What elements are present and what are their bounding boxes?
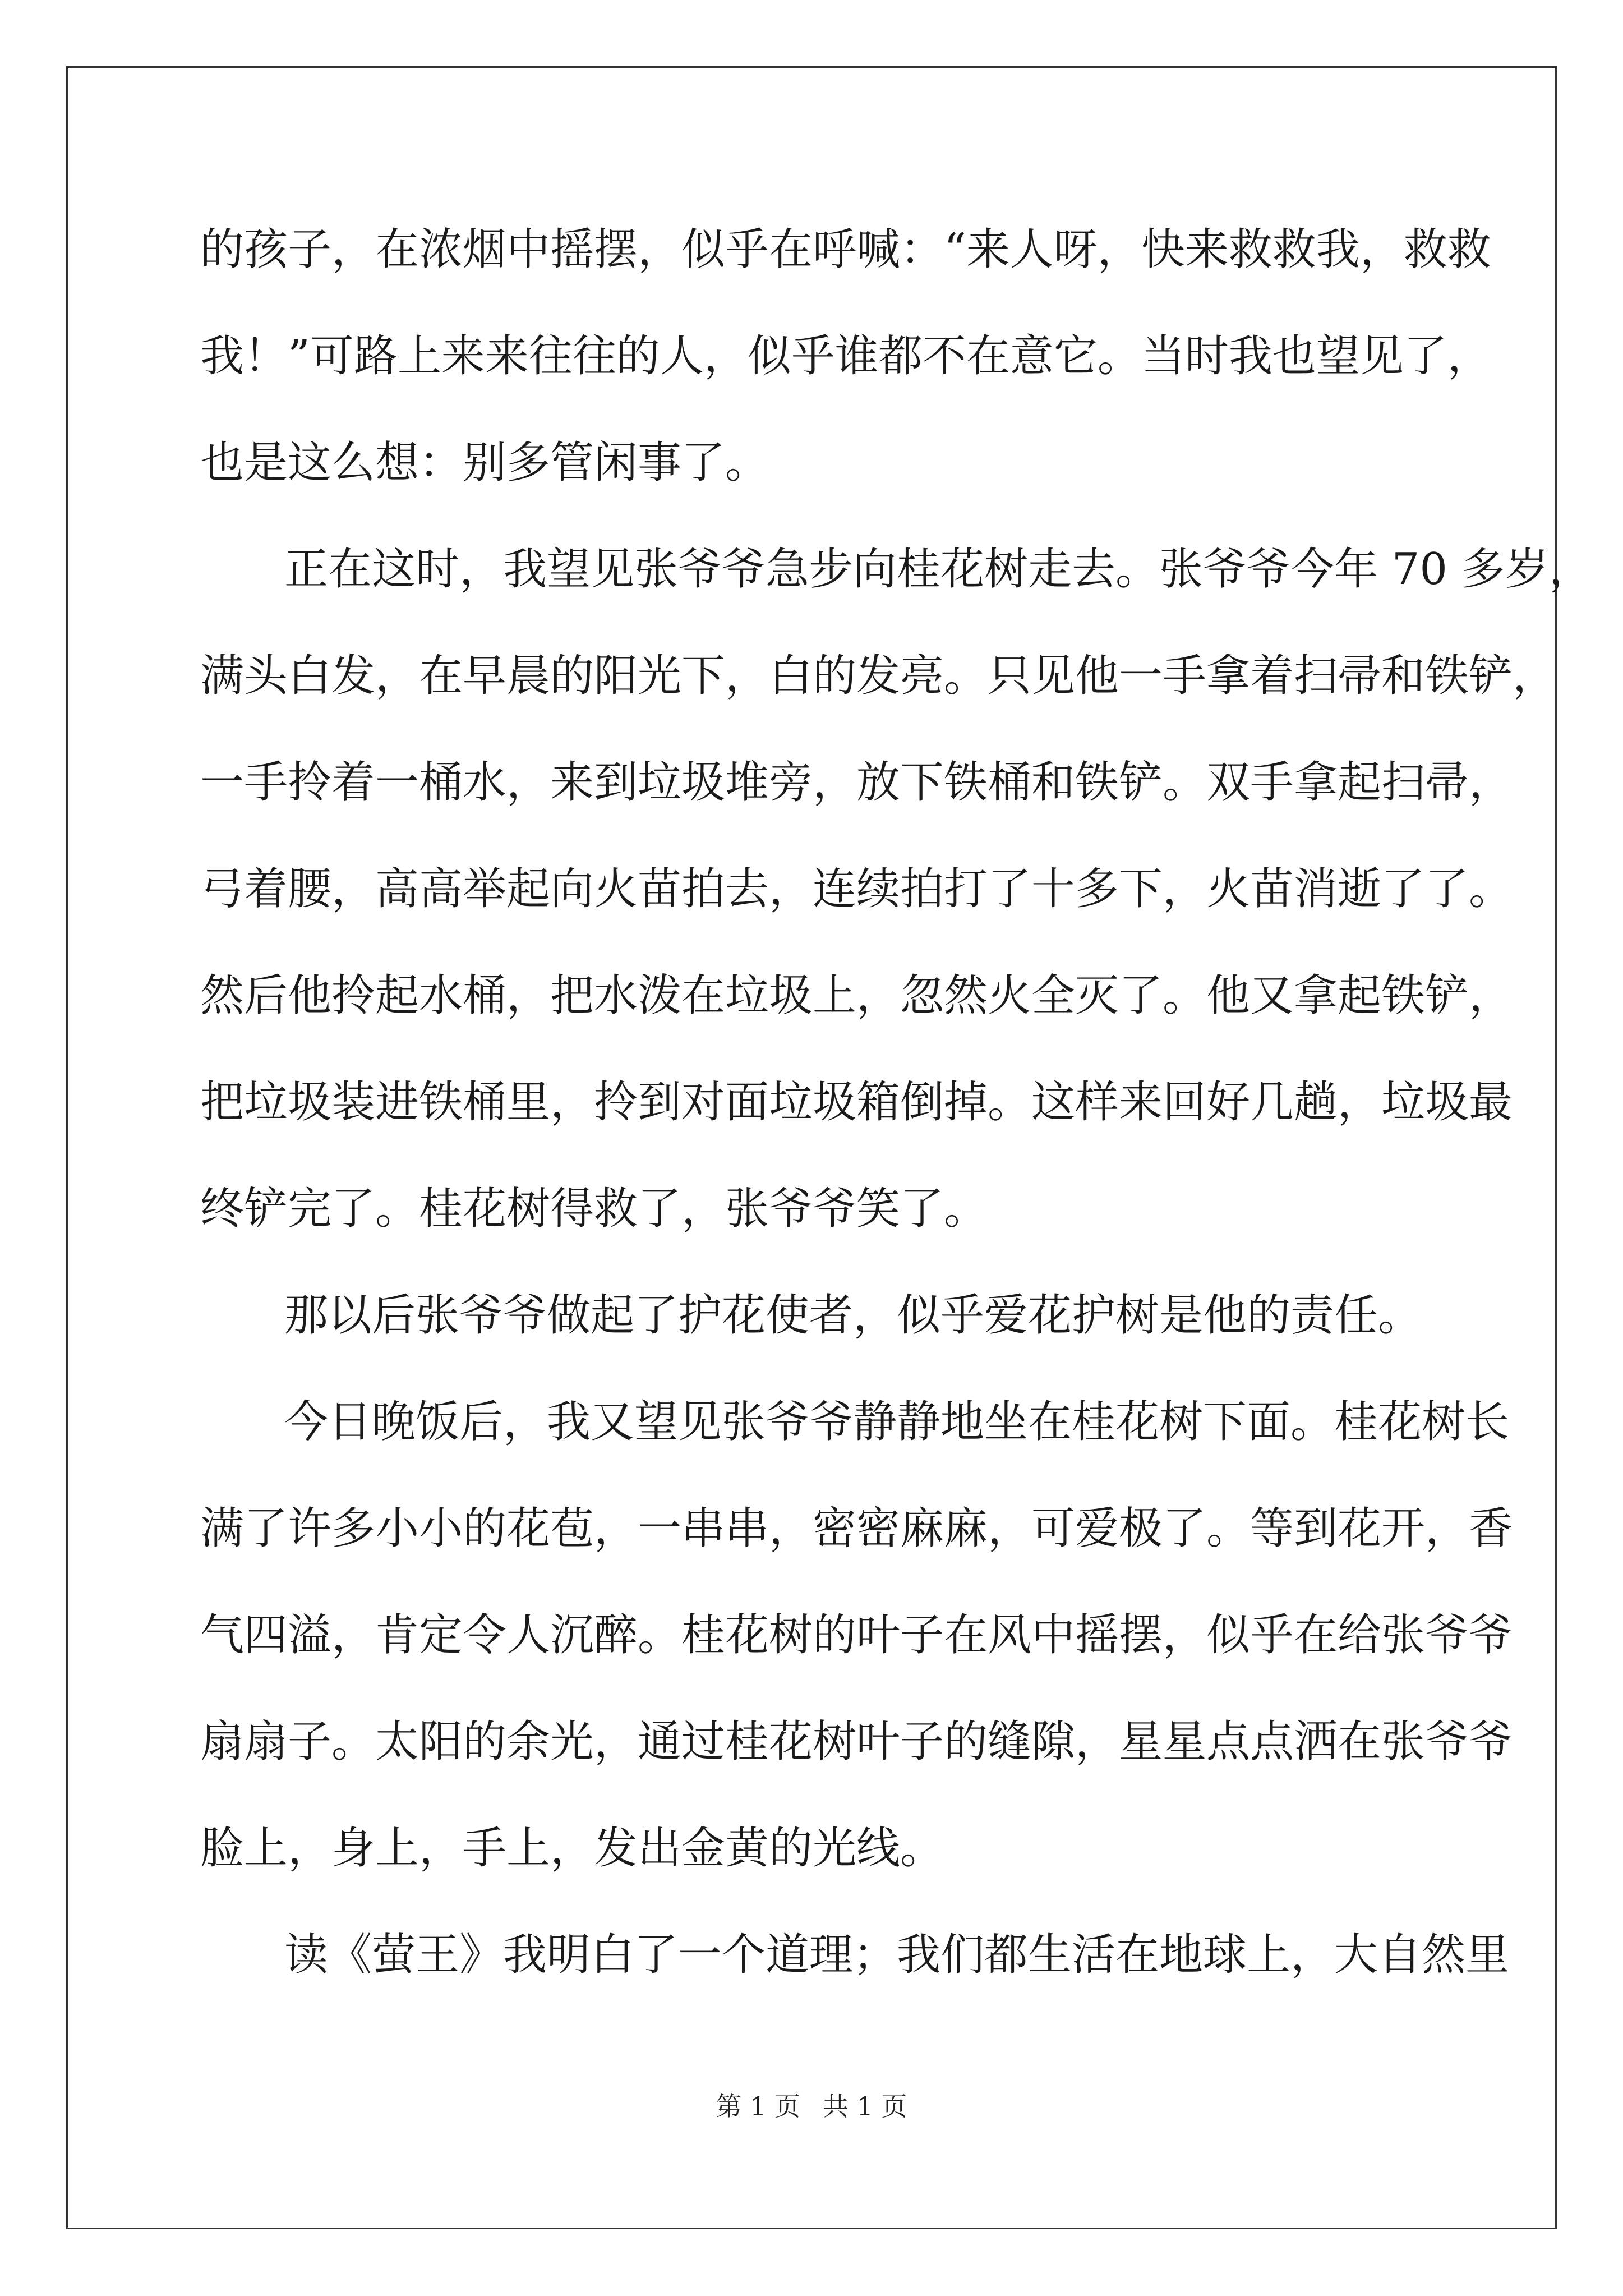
text-line: 弓着腰，高高举起向火苗拍去，连续拍打了十多下，火苗消逝了了。 <box>200 864 1513 914</box>
page-total: 共 1 页 <box>823 2091 907 2122</box>
text-line: 把垃圾装进铁桶里，拎到对面垃圾箱倒掉。这样来回好几趟，垃圾最 <box>200 1077 1513 1128</box>
text-line: 扇扇子。太阳的余光，通过桂花树叶子的缝隙，星星点点洒在张爷爷 <box>200 1717 1513 1767</box>
text-line: 气四溢，肯定令人沉醉。桂花树的叶子在风中摇摆，似乎在给张爷爷 <box>200 1610 1513 1660</box>
document-body <box>200 219 1593 2031</box>
text-line: 脸上，身上，手上，发出金黄的光线。 <box>200 1823 944 1874</box>
page-number: 第 1 页 <box>716 2091 800 2122</box>
text-line: 的孩子，在浓烟中摇摆，似乎在呼喊：“来人呀，快来救救我，救救 <box>200 224 1491 275</box>
text-line: 读《萤王》我明白了一个道理；我们都生活在地球上，大自然里 <box>284 1930 1510 1980</box>
text-line: 然后他拎起水桶，把水泼在垃圾上，忽然火全灭了。他又拿起铁铲， <box>200 970 1513 1021</box>
text-line: 一手拎着一桶水，来到垃圾堆旁，放下铁桶和铁铲。双手拿起扫帚， <box>200 757 1513 808</box>
text-line: 我！”可路上来来往往的人，似乎谁都不在意它。当时我也望见了， <box>200 331 1491 381</box>
text-line: 满头白发，在早晨的阳光下，白的发亮。只见他一手拿着扫帚和铁铲， <box>200 651 1557 701</box>
text-line: 终铲完了。桂花树得救了，张爷爷笑了。 <box>200 1184 988 1234</box>
text-line: 正在这时，我望见张爷爷急步向桂花树走去。张爷爷今年 70 多岁， <box>284 544 1593 595</box>
text-line: 也是这么想：别多管闲事了。 <box>200 438 769 488</box>
text-line: 满了许多小小的花苞，一串串，密密麻麻，可爱极了。等到花开，香 <box>200 1503 1513 1554</box>
text-line: 今日晚饭后，我又望见张爷爷静静地坐在桂花树下面。桂花树长 <box>284 1397 1510 1447</box>
text-line: 那以后张爷爷做起了护花使者，似乎爱花护树是他的责任。 <box>284 1290 1422 1341</box>
page-footer <box>0 2090 1623 2123</box>
